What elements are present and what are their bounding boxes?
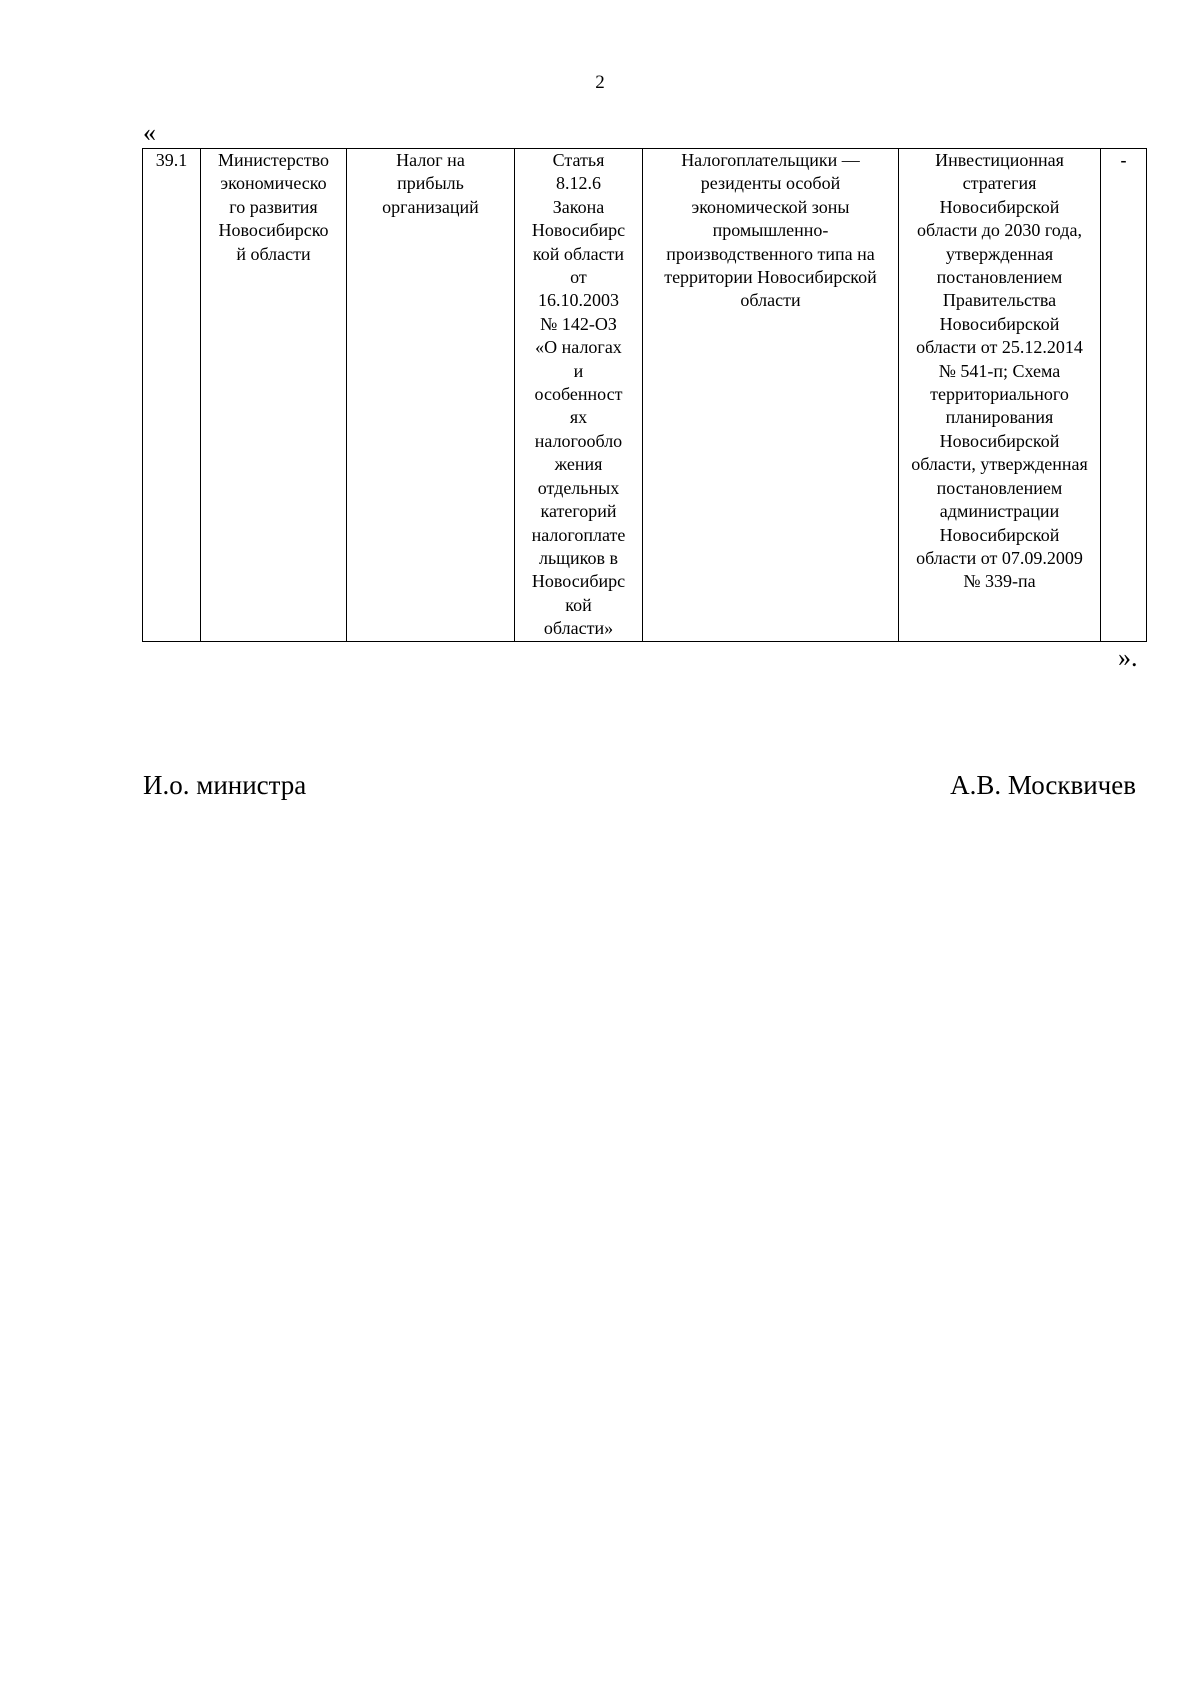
law-line: 8.12.6 [556,173,601,194]
law-line: категорий [540,501,617,522]
law-line: Статья [552,150,605,170]
strategy-cell: Инвестиционная стратегия Новосибирской области до 2030 года, утвержденная постановлением Правительства Новосибирской области от 25.12.2014 № 541-п; Схема территориального планирования Новосибирской области, утвержденная постановлением администрации Новосибирской области от 07.09.2009 № 339-па [899,149,1101,642]
law-line: налогоплате [531,524,626,545]
law-line: кой [565,594,592,615]
ministry-line: й области [236,243,311,264]
law-reference-cell [515,149,643,642]
opening-quote-mark: « [143,118,156,147]
signatory-name: А.В. Москвичев [950,770,1136,800]
law-line: кой области [532,243,625,264]
closing-quote-mark: ». [1118,643,1138,672]
law-line: Новосибирс [531,571,626,592]
table-row [143,149,1147,642]
signatory-position: И.о. министра [143,770,307,800]
tax-cell: Налог на прибыль организаций [347,149,515,642]
ministry-line: Министерство [218,150,329,170]
law-line: области» [543,618,614,639]
row-number-cell: 39.1 [143,149,201,642]
page-number: 2 [595,72,605,93]
law-line: жения [554,454,603,475]
law-line: № 142-ОЗ [540,313,617,334]
ministry-line: го развития [229,196,318,217]
law-line: ях [569,407,588,428]
ministry-line: Новосибирско [218,220,329,241]
law-line: от [570,267,587,288]
law-line: «О налогах [535,337,622,358]
tax-benefit-table [142,148,1147,642]
law-line: отдельных [537,477,620,498]
law-line: льщиков в [538,547,618,568]
ministry-line: экономическо [220,173,327,194]
law-line: Закона [552,196,605,217]
law-line: Новосибирс [531,220,626,241]
taxpayers-cell: Налогоплательщики — резиденты особой экономической зоны промышленно-производственного типа на территории Новосибирской области [643,149,899,642]
law-line: 16.10.2003 [538,290,619,311]
empty-value-cell: - [1101,149,1147,642]
law-line: особенност [534,384,623,405]
law-line: налогообло [534,430,623,451]
law-line: и [573,360,584,381]
ministry-cell [201,149,347,642]
